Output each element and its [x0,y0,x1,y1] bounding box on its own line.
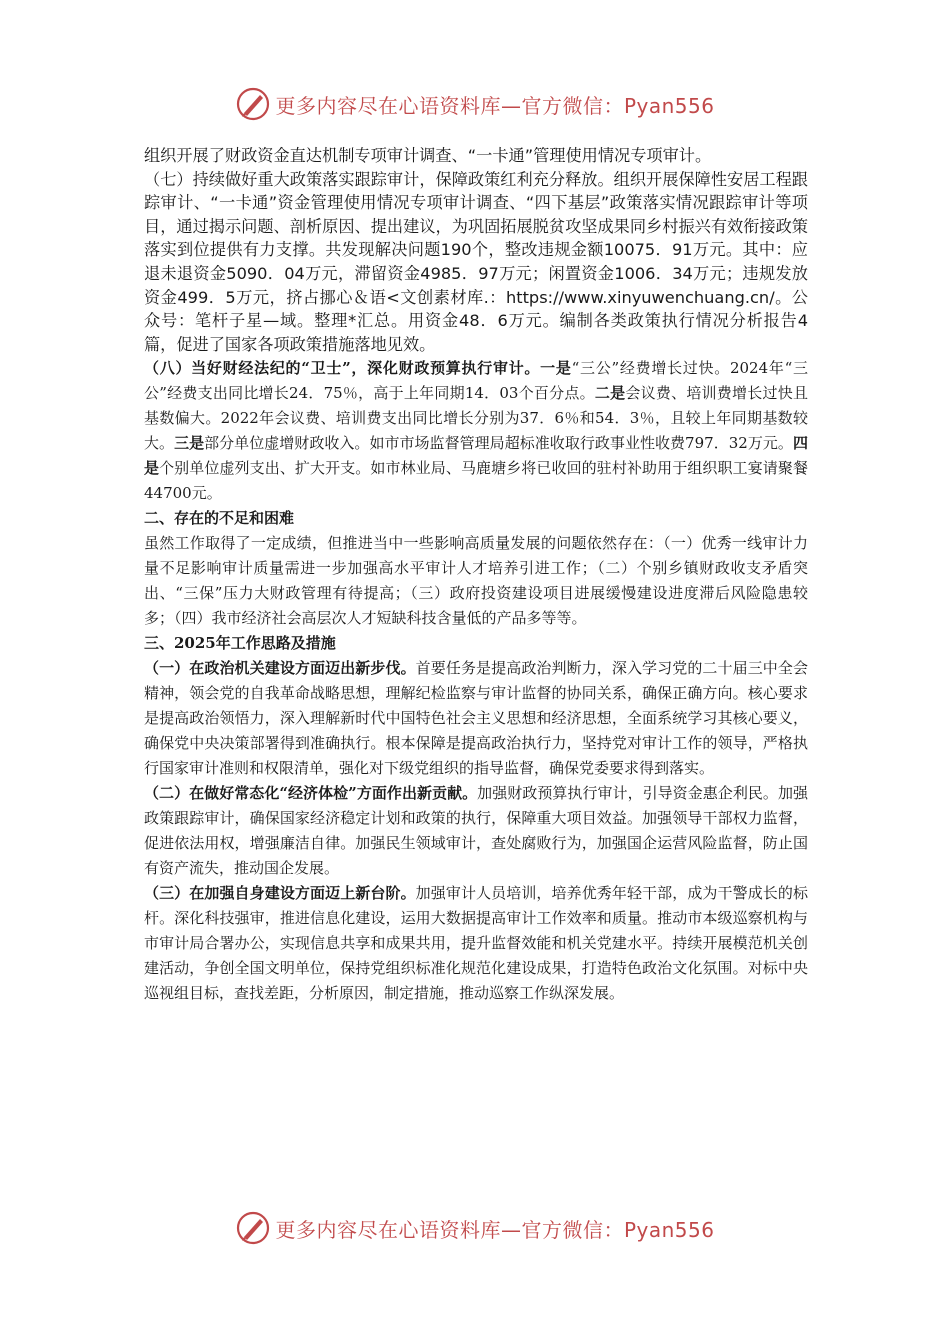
point-3-label: 三是 [174,434,205,453]
measure-1-lead: （一）在政治机关建设方面迈出新步伐。 [144,659,416,678]
pen-logo-icon [235,1210,271,1246]
measure-1 [144,656,808,781]
document-body [144,144,808,1006]
banner-text: 更多内容尽在心语资料库—官方微信：Pyan556 [275,93,715,118]
paragraph-1: 组织开展了财政资金直达机制专项审计调查、“一卡通”管理使用情况专项审计。 [144,146,712,165]
measure-2 [144,781,808,881]
measure-3 [144,881,808,1006]
measure-2-lead: （二）在做好常态化“经济体检”方面作出新贡献。 [144,784,478,803]
point-3-text: 部分单位虚增财政收入。如市市场监督管理局超标准收取行政事业性收费797．32万元。 [204,434,793,453]
paragraph-shortcomings: 虽然工作取得了一定成绩，但推进当中一些影响高质量发展的问题依然存在：（一）优秀一线审计力量不足影响审计质量需进一步加强高水平审计人才培养引进工作；（二）个别乡镇财政收支矛盾突出、“三保”压力大财政管理有待提高；（三）政府投资建设项目进展缓慢建设进度滞后风险隐患较多；（四）我市经济社会高层次人才短缺科技含量低的产品多等等。 [144,534,808,628]
point-1-text: “三公”经费增长过快。2024年“三公”经费支出同比增长24．75％，高于上年同期14．03个百分点。 [144,359,808,403]
point-2-text: 会议费、培训费增长过快且基数偏大。2022年会议费、培训费支出同比增长分别为37．6％和54．3％，且较上年同期基数较大。 [144,384,808,453]
pen-logo-icon [235,86,271,122]
paragraph-8 [144,356,808,506]
point-4-label: 四是 [144,434,808,478]
point-2-label: 二是 [594,384,626,403]
point-4-text: 个别单位虚列支出、扩大开支。如市林业局、马鹿塘乡将已收回的驻村补助用于组织职工宴请聚餐44700元。 [144,459,808,503]
point-1-label: 一是 [540,359,572,378]
header-banner [0,84,950,124]
measure-3-lead: （三）在加强自身建设方面迈上新台阶。 [144,884,416,903]
paragraph-7: （七）持续做好重大政策落实跟踪审计，保障政策红利充分释放。组织开展保障性安居工程跟踪审计、“一卡通”资金管理使用情况专项审计调查、“四下基层”政策落实情况跟踪审计等项目，通过揭示问题、剖析原因、提出建议，为巩固拓展脱贫攻坚成果同乡村振兴有效衔接政策落实到位提供有力支撑。共发现解决问题190个，整改违规金额10075．91万元。其中：应退未退资金5090．04万元，滞留资金4985．97万元；闲置资金1006．34万元；违规发放资金499．5万元，挤占挪心＆语<文创素材库.：https://www.xinyuwenchuang.cn/。公众号：笔杆子星—域。整理*汇总。用资金48．6万元。编制各类政策执行情况分析报告4篇，促进了国家各项政策措施落地见效。 [144,169,808,354]
paragraph-8-lead: （八）当好财经法纪的“卫士”，深化财政预算执行审计。 [144,359,541,378]
measure-2-text: 加强财政预算执行审计，引导资金惠企利民。加强政策跟踪审计，确保国家经济稳定计划和政策的执行，保障重大项目效益。加强领导干部权力监督，促进依法用权，增强廉洁自律。加强民生领域审计，查处腐败行为，加强国企运营风险监督，防止国有资产流失，推动国企发展。 [144,784,808,878]
section-heading-2: 二、存在的不足和困难 [144,509,295,528]
measure-1-text: 首要任务是提高政治判断力，深入学习党的二十届三中全会精神，领会党的自我革命战略思想，理解纪检监察与审计监督的协同关系，确保正确方向。核心要求是提高政治领悟力，深入理解新时代中国特色社会主义思想和经济思想，全面系统学习其核心要义，确保党中央决策部署得到准确执行。根本保障是提高政治执行力，坚持党对审计工作的领导，严格执行国家审计准则和权限清单，强化对下级党组织的指导监督，确保党委要求得到落实。 [144,659,808,778]
measure-3-text: 加强审计人员培训，培养优秀年轻干部，成为干警成长的标杆。深化科技强审，推进信息化建设，运用大数据提高审计工作效率和质量。推动市本级巡察机构与市审计局合署办公，实现信息共享和成果共用，提升监督效能和机关党建水平。持续开展模范机关创建活动，争创全国文明单位，保持党组织标准化规范化建设成果，打造特色政治文化氛围。对标中央巡视组目标，查找差距，分析原因，制定措施，推动巡察工作纵深发展。 [144,884,808,1003]
section-heading-3: 三、2025年工作思路及措施 [144,634,336,653]
footer-banner [0,1208,950,1248]
banner-text: 更多内容尽在心语资料库—官方微信：Pyan556 [275,1217,715,1242]
